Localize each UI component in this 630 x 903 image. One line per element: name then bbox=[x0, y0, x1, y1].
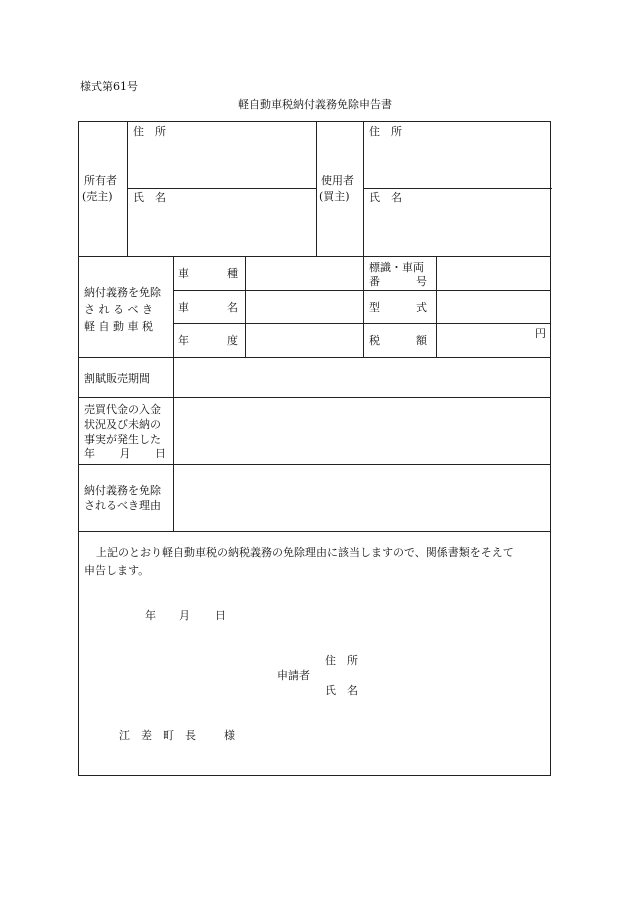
user-divider bbox=[363, 122, 364, 256]
exemption-reason-label-1: 納付義務を免除 bbox=[84, 484, 161, 497]
vehicle-col-line-3 bbox=[436, 256, 437, 357]
vehicle-row-line-2 bbox=[173, 323, 550, 324]
section-line-reason bbox=[79, 531, 550, 532]
exemption-reason-label-2: されるべき理由 bbox=[84, 499, 161, 512]
vehicle-row-line-1 bbox=[173, 290, 550, 291]
user-label-sub: (買主) bbox=[319, 190, 350, 203]
addressee: 江 差 町 長 bbox=[119, 729, 196, 742]
date-year: 年 bbox=[145, 609, 156, 622]
owner-divider bbox=[127, 122, 128, 256]
payment-date-label: 年 月 日 bbox=[84, 447, 166, 460]
applicant-name-label: 氏 名 bbox=[325, 684, 358, 697]
yen-unit: 円 bbox=[535, 327, 546, 340]
owner-split-line bbox=[127, 188, 316, 189]
section-line-vehicle bbox=[79, 357, 550, 358]
declaration-text-2: 申告します。 bbox=[84, 564, 150, 577]
applicant-address-label: 住 所 bbox=[325, 654, 358, 667]
vehicle-heading-3: 軽 自 動 車 税 bbox=[84, 320, 153, 333]
form-table bbox=[78, 121, 551, 776]
vehicle-col-line-1 bbox=[245, 256, 246, 357]
owner-label: 所有者 bbox=[84, 174, 117, 187]
owner-address-label: 住 所 bbox=[133, 125, 166, 138]
form-title: 軽自動車税納付義務免除申告書 bbox=[238, 98, 392, 111]
user-label: 使用者 bbox=[321, 174, 354, 187]
vehicle-heading-2: さ れ る べ き bbox=[84, 303, 153, 316]
declaration-text-1: 上記のとおり軽自動車税の納税義務の免除理由に該当しますので、関係書類をそえて bbox=[96, 546, 514, 559]
date-month: 月 bbox=[179, 609, 190, 622]
tax-year-label: 年 度 bbox=[178, 334, 238, 347]
section-line-payment bbox=[79, 464, 550, 465]
center-divider bbox=[316, 122, 317, 256]
installment-period-label: 割賦販売期間 bbox=[84, 372, 150, 385]
vehicle-type-label: 車 種 bbox=[178, 267, 238, 280]
model-label: 型 式 bbox=[369, 301, 427, 314]
honorific: 様 bbox=[224, 729, 235, 742]
date-day: 日 bbox=[215, 609, 226, 622]
user-split-line bbox=[363, 188, 552, 189]
label-column-line bbox=[173, 256, 174, 531]
payment-status-label-3: 事実が発生した bbox=[84, 433, 161, 446]
section-line-installment bbox=[79, 397, 550, 398]
vehicle-col-line-2 bbox=[363, 256, 364, 357]
form-number: 様式第61号 bbox=[80, 80, 138, 93]
vehicle-name-label: 車 名 bbox=[178, 301, 238, 314]
user-name-label: 氏 名 bbox=[369, 191, 402, 204]
owner-name-label: 氏 名 bbox=[133, 191, 166, 204]
tax-amount-label: 税 額 bbox=[369, 334, 427, 347]
payment-status-label-1: 売買代金の入金 bbox=[84, 403, 161, 416]
user-address-label: 住 所 bbox=[369, 125, 402, 138]
section-line-parties bbox=[79, 256, 550, 257]
vehicle-heading-1: 納付義務を免除 bbox=[84, 286, 161, 299]
payment-status-label-2: 状況及び未納の bbox=[84, 418, 161, 431]
plate-number-label: 標識・車両 bbox=[369, 261, 424, 274]
plate-number-label-2: 番 号 bbox=[369, 275, 427, 288]
applicant-label: 申請者 bbox=[277, 669, 310, 682]
owner-label-sub: (売主) bbox=[82, 190, 113, 203]
